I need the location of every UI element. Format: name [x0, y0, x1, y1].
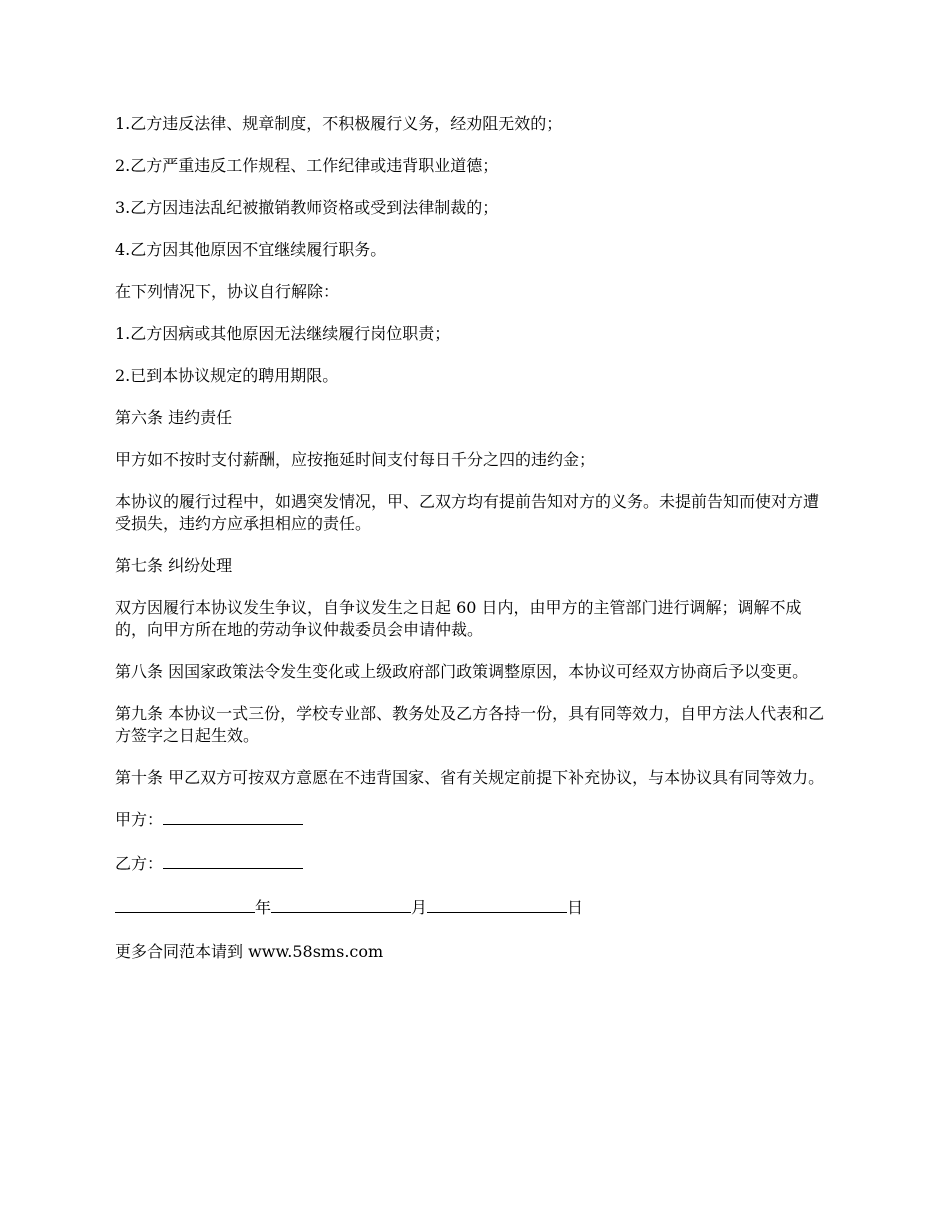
- footer-link-text: 更多合同范本请到 www.58sms.com: [115, 942, 384, 961]
- month-blank: [271, 898, 411, 913]
- clause-4: 4.乙方因其他原因不宜继续履行职务。: [115, 240, 387, 259]
- party-a-signature-line: [115, 809, 830, 831]
- article-6-para-2: 本协议的履行过程中，如遇突发情况，甲、乙双方均有提前告知对方的义务。未提前告知而使对方遭受损失，违约方应承担相应的责任。: [115, 492, 820, 533]
- auto-termination-1: 1.乙方因病或其他原因无法继续履行岗位职责；: [115, 324, 451, 343]
- party-b-signature-line: [115, 853, 830, 875]
- article-10: 第十条 甲乙双方可按双方意愿在不违背国家、省有关规定前提下补充协议，与本协议具有同等效力。: [115, 768, 825, 787]
- party-a-blank: [163, 810, 303, 825]
- article-9: 第九条 本协议一式三份，学校专业部、教务处及乙方各持一份，具有同等效力，自甲方法人代表和乙方签字之日起生效。: [115, 704, 825, 745]
- year-label: 年: [255, 898, 272, 917]
- clause-3: 3.乙方因违法乱纪被撤销教师资格或受到法律制裁的；: [115, 198, 499, 217]
- year-blank: [115, 898, 255, 913]
- document-page: [115, 113, 830, 983]
- day-blank: [427, 898, 567, 913]
- party-a-label: 甲方：: [115, 810, 164, 829]
- party-b-label: 乙方：: [115, 854, 164, 873]
- article-7-heading: 第七条 纠纷处理: [115, 556, 233, 575]
- day-label: 日: [567, 898, 584, 917]
- auto-termination-2: 2.已到本协议规定的聘用期限。: [115, 366, 339, 385]
- clause-2: 2.乙方严重违反工作规程、工作纪律或违背职业道德；: [115, 156, 499, 175]
- party-b-blank: [163, 854, 303, 869]
- article-6-heading: 第六条 违约责任: [115, 408, 233, 427]
- date-line: [115, 897, 830, 919]
- article-6-para-1: 甲方如不按时支付薪酬，应按拖延时间支付每日千分之四的违约金；: [115, 450, 596, 469]
- auto-termination-intro: 在下列情况下，协议自行解除：: [115, 282, 340, 301]
- month-label: 月: [411, 898, 428, 917]
- article-7-para: 双方因履行本协议发生争议，自争议发生之日起 60 日内，由甲方的主管部门进行调解；调解不成的，向甲方所在地的劳动争议仲裁委员会申请仲裁。: [115, 598, 802, 639]
- article-8: 第八条 因国家政策法令发生变化或上级政府部门政策调整原因，本协议可经双方协商后予以变更。: [115, 662, 809, 681]
- clause-1: 1.乙方违反法律、规章制度，不积极履行义务，经劝阻无效的；: [115, 114, 563, 133]
